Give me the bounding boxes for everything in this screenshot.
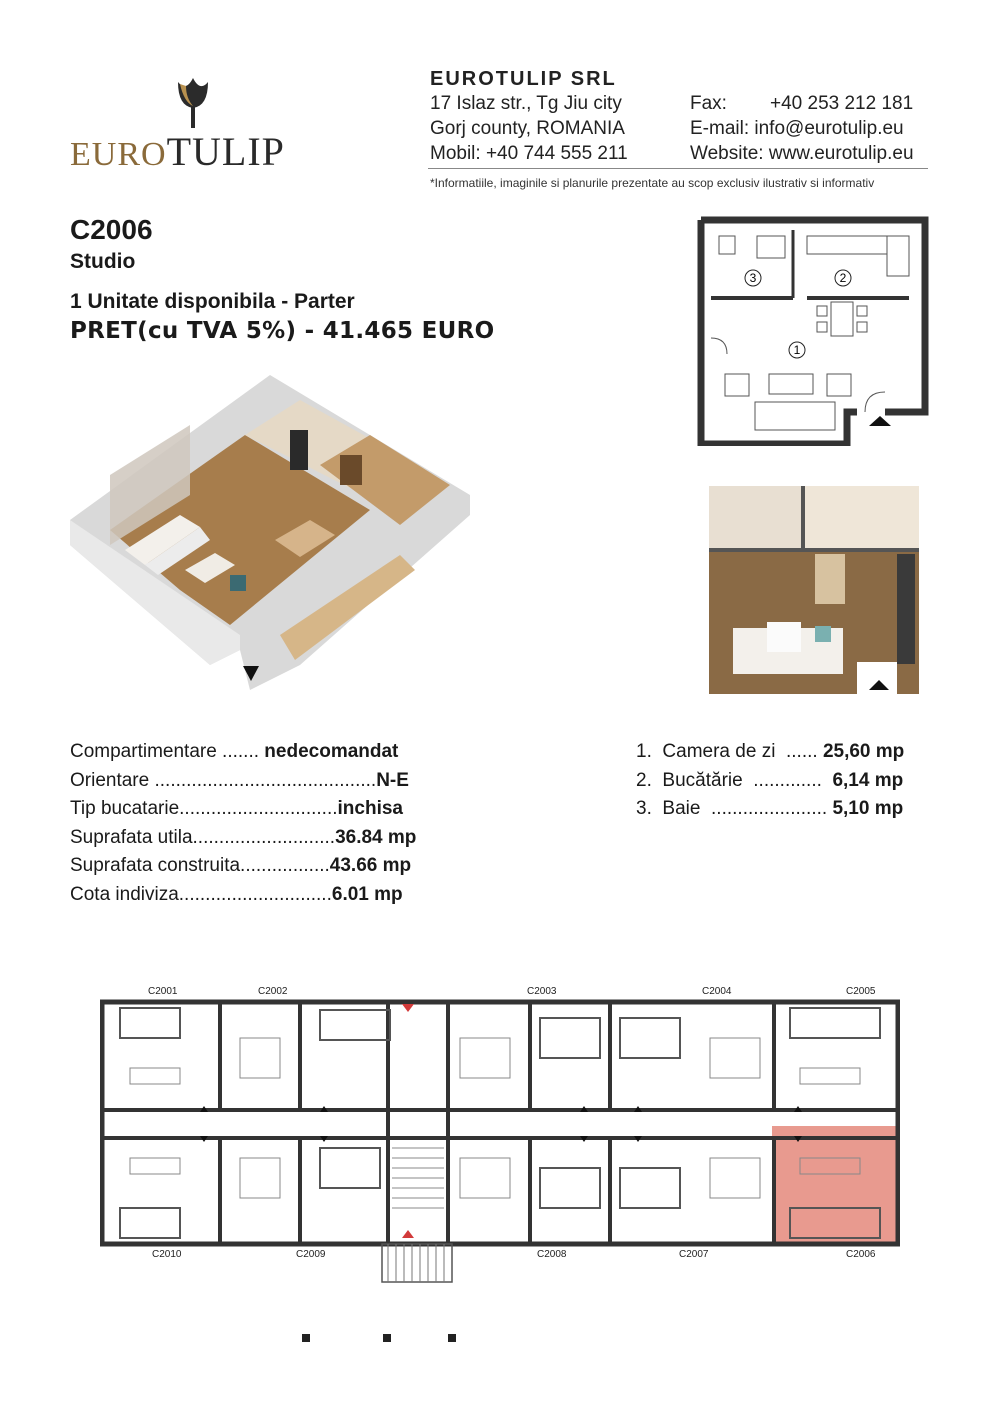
spec-dots: ................. bbox=[240, 855, 330, 876]
marker-dot bbox=[383, 1334, 391, 1342]
spec-row bbox=[70, 741, 398, 763]
spec-row bbox=[70, 770, 409, 792]
room-area: 25,60 mp bbox=[822, 741, 905, 762]
fax-value: +40 253 212 181 bbox=[770, 93, 914, 114]
spec-dots: ........................... bbox=[192, 827, 336, 848]
tulip-icon bbox=[170, 72, 216, 130]
marker-dot bbox=[448, 1334, 456, 1342]
unit-label-bottom: C2009 bbox=[296, 1249, 326, 1260]
room-name: Camera de zi bbox=[662, 741, 776, 762]
room-name: Baie bbox=[662, 798, 701, 819]
header-divider bbox=[428, 168, 928, 169]
unit-label-bottom: C2006 bbox=[846, 1249, 876, 1260]
price: PRET(cu TVA 5%) - 41.465 EURO bbox=[70, 318, 495, 344]
spec-row bbox=[70, 798, 403, 820]
top-view-render bbox=[697, 484, 929, 704]
unit-label-top: C2003 bbox=[527, 986, 557, 997]
disclaimer: *Informatiile, imaginile si planurile prezentate au scop exclusiv ilustrativ si informativ bbox=[430, 176, 875, 190]
unit-label-bottom: C2007 bbox=[679, 1249, 709, 1260]
plan-label-1: 1 bbox=[793, 343, 801, 357]
spec-value: 43.66 mp bbox=[329, 855, 412, 876]
email: E-mail: info@eurotulip.eu bbox=[690, 118, 904, 139]
spec-value: 36.84 mp bbox=[335, 827, 417, 848]
building-floor-plan bbox=[100, 998, 900, 1288]
mobile: Mobil: +40 744 555 211 bbox=[430, 143, 628, 164]
spec-dots: .......................................... bbox=[149, 770, 377, 791]
room-number: 1. bbox=[636, 741, 652, 762]
room-row bbox=[636, 798, 903, 820]
unit-label-top: C2005 bbox=[846, 986, 876, 997]
spec-label: Suprafata utila bbox=[70, 827, 193, 848]
address-line-2: Gorj county, ROMANIA bbox=[430, 118, 625, 139]
room-area: 6,14 mp bbox=[832, 770, 904, 791]
isometric-render bbox=[70, 375, 480, 700]
spec-dots: .............................. bbox=[179, 798, 338, 819]
spec-row bbox=[70, 855, 411, 877]
room-area: 5,10 mp bbox=[832, 798, 904, 819]
marker-dot bbox=[302, 1334, 310, 1342]
logo bbox=[70, 70, 330, 174]
spec-label: Suprafata construita bbox=[70, 855, 241, 876]
room-row bbox=[636, 741, 904, 763]
room-dots: ............. bbox=[753, 770, 822, 791]
logo-tulip: TULIP bbox=[166, 129, 285, 174]
spec-label: Tip bucatarie bbox=[70, 798, 180, 819]
spec-label: Cota indiviza bbox=[70, 884, 179, 905]
address-line-1: 17 Islaz str., Tg Jiu city bbox=[430, 93, 622, 114]
unit-label-top: C2002 bbox=[258, 986, 288, 997]
room-name: Bucătărie bbox=[662, 770, 743, 791]
spec-value: inchisa bbox=[337, 798, 403, 819]
unit-code: C2006 bbox=[70, 214, 153, 245]
room-dots: ...................... bbox=[711, 798, 828, 819]
room-dots: ...... bbox=[785, 741, 818, 762]
fax-label: Fax: bbox=[690, 93, 727, 114]
website: Website: www.eurotulip.eu bbox=[690, 143, 914, 164]
plan-label-3: 3 bbox=[749, 271, 757, 285]
company-name: EUROTULIP SRL bbox=[430, 68, 617, 90]
logo-euro: EURO bbox=[70, 136, 167, 173]
spec-value: nedecomandat bbox=[264, 741, 399, 762]
unit-label-top: C2001 bbox=[148, 986, 178, 997]
spec-label: Orientare bbox=[70, 770, 150, 791]
spec-value: 6.01 mp bbox=[331, 884, 403, 905]
room-number: 3. bbox=[636, 798, 652, 819]
spec-dots: ............................. bbox=[178, 884, 332, 905]
availability: 1 Unitate disponibila - Parter bbox=[70, 290, 355, 313]
room-row bbox=[636, 770, 903, 792]
room-number: 2. bbox=[636, 770, 652, 791]
spec-row bbox=[70, 827, 416, 849]
unit-label-top: C2004 bbox=[702, 986, 732, 997]
spec-dots: ....... bbox=[216, 741, 265, 762]
unit-label-bottom: C2010 bbox=[152, 1249, 182, 1260]
plan-label-2: 2 bbox=[839, 271, 847, 285]
spec-label: Compartimentare bbox=[70, 741, 217, 762]
unit-floor-plan bbox=[697, 216, 929, 446]
spec-row bbox=[70, 884, 403, 906]
unit-label-bottom: C2008 bbox=[537, 1249, 567, 1260]
unit-type: Studio bbox=[70, 250, 136, 273]
spec-value: N-E bbox=[376, 770, 409, 791]
